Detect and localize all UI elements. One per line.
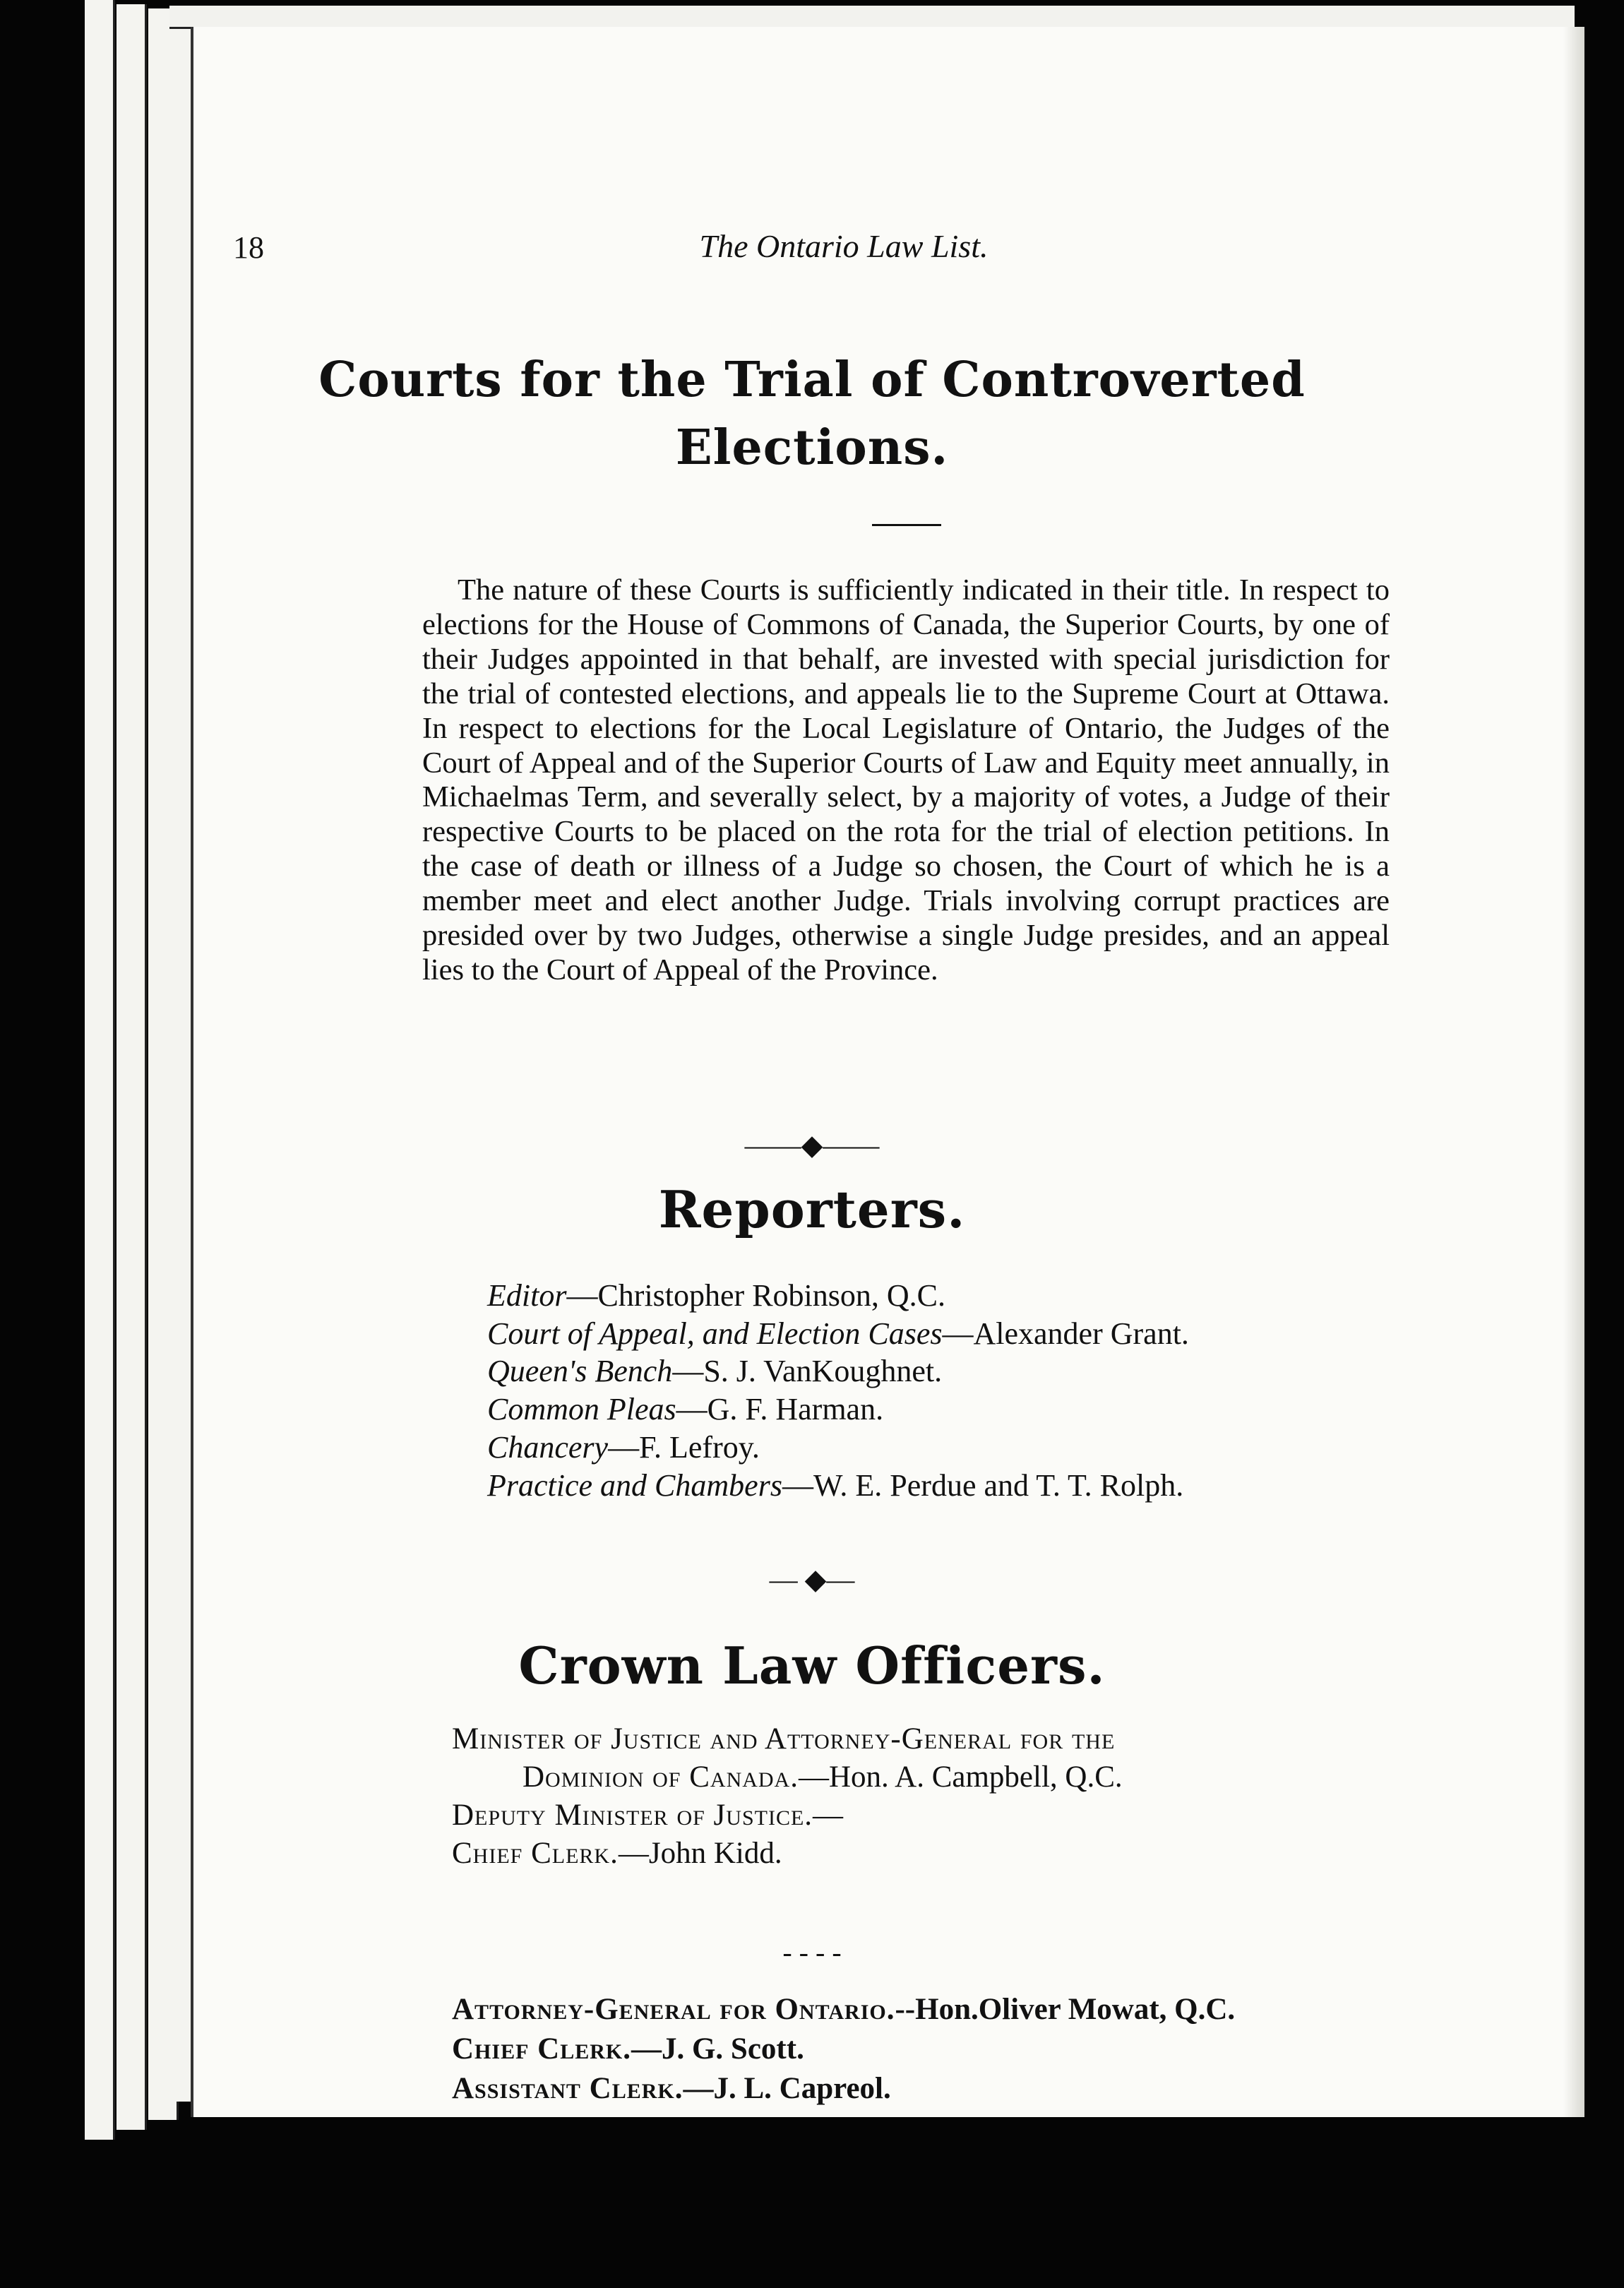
courts-body-text: The nature of these Courts is sufficiently indicated in their title. In respect to elections for the House of Commons of Canada, the Superior Courts, by one of their Judges appointed in that behalf, are invested with special jurisdiction for the trial of contested elections, and appeals lie to the Supreme Court at Ottawa. In respect to elections for the Local Legislature of Ontario, the Judges of the Court of Appeal and of the Superior Courts of Law and Equity meet annually, in Michaelmas Term, and severally select, by a majority of votes, a Judge of their respective Courts to be placed on the rota for the trial of election petitions. In the case of death or illness of a Judge so chosen, the Court of which he is a member meet and elect another Judge. Trials involving corrupt practices are presided over by two Judges, otherwise a single Judge presides, and an appeal lies to the Court of Appeal of the Province. (422, 573, 1390, 987)
reporters-list (487, 1277, 1189, 1504)
book-top-edge (169, 6, 1575, 29)
reporter-role: Chancery (487, 1429, 609, 1465)
office-title: Chief Clerk. (452, 2032, 631, 2066)
list-item (452, 1797, 1398, 1835)
reporter-name: —Christopher Robinson, Q.C. (566, 1278, 946, 1313)
office-title: Dominion of Canada. (523, 1760, 799, 1794)
courts-paragraph (422, 573, 1390, 988)
officer-name: —J. L. Capreol. (683, 2072, 891, 2105)
reporter-role: Common Pleas (487, 1392, 676, 1427)
reporter-name: —Alexander Grant. (942, 1316, 1189, 1351)
reporter-role: Queen's Bench (487, 1354, 673, 1389)
ontario-officers-list (452, 1990, 1235, 2109)
office-title: Chief Clerk. (452, 1837, 619, 1870)
officer-name: — (813, 1799, 844, 1832)
officer-name: --Hon.Oliver Mowat, Q.C. (895, 1993, 1236, 2026)
page-gutter-shadow (1563, 27, 1584, 2117)
federal-officers-list (452, 1720, 1398, 1873)
courts-title (0, 346, 1624, 482)
office-title: Assistant Clerk. (452, 2072, 683, 2105)
list-item (487, 1277, 1189, 1315)
list-item (487, 1315, 1189, 1353)
reporter-role: Editor (487, 1278, 567, 1313)
reporter-name: —S. J. VanKoughnet. (672, 1354, 943, 1389)
list-item (487, 1467, 1189, 1505)
list-item (487, 1352, 1189, 1390)
courts-title-line1: Courts for the Trial of Controverted (318, 352, 1306, 408)
list-item (487, 1429, 1189, 1467)
running-head-text: The Ontario Law List. (699, 228, 989, 264)
list-item (452, 2069, 1235, 2109)
page-number: 18 (233, 230, 264, 265)
office-title: Deputy Minister of Justice. (452, 1799, 813, 1832)
book-edge (85, 0, 115, 2140)
list-item (452, 2030, 1235, 2069)
reporter-role: Practice and Chambers (487, 1467, 782, 1503)
section-rule (872, 524, 941, 526)
list-item (452, 1835, 1398, 1873)
list-item (487, 1390, 1189, 1429)
reporter-name: —G. F. Harman. (676, 1392, 884, 1427)
running-head (0, 227, 1624, 265)
list-item (452, 1990, 1235, 2030)
officer-name: —Hon. A. Campbell, Q.C. (798, 1760, 1123, 1794)
reporter-name: —W. E. Perdue and T. T. Rolph. (782, 1467, 1184, 1503)
reporters-title: Reporters. (658, 1179, 966, 1239)
officer-name: —John Kidd. (618, 1837, 782, 1870)
book-edge (117, 4, 147, 2130)
ornament-divider: - - - - (782, 1936, 842, 1968)
officer-name: —J. G. Scott. (631, 2032, 804, 2066)
ornament-divider: — ◆— (769, 1563, 855, 1595)
office-title: Minister of Justice and Attorney-General for the (452, 1722, 1116, 1756)
courts-title-line2: Elections. (675, 419, 949, 476)
list-item (452, 1758, 1398, 1797)
crown-officers-title: Crown Law Officers. (518, 1635, 1106, 1696)
ornament-divider: ——◆—— (744, 1129, 880, 1161)
office-title: Attorney-General for Ontario. (452, 1993, 895, 2026)
reporter-name: —F. Lefroy. (608, 1429, 760, 1465)
reporter-role: Court of Appeal, and Election Cases (487, 1316, 943, 1351)
list-item (452, 1720, 1398, 1758)
